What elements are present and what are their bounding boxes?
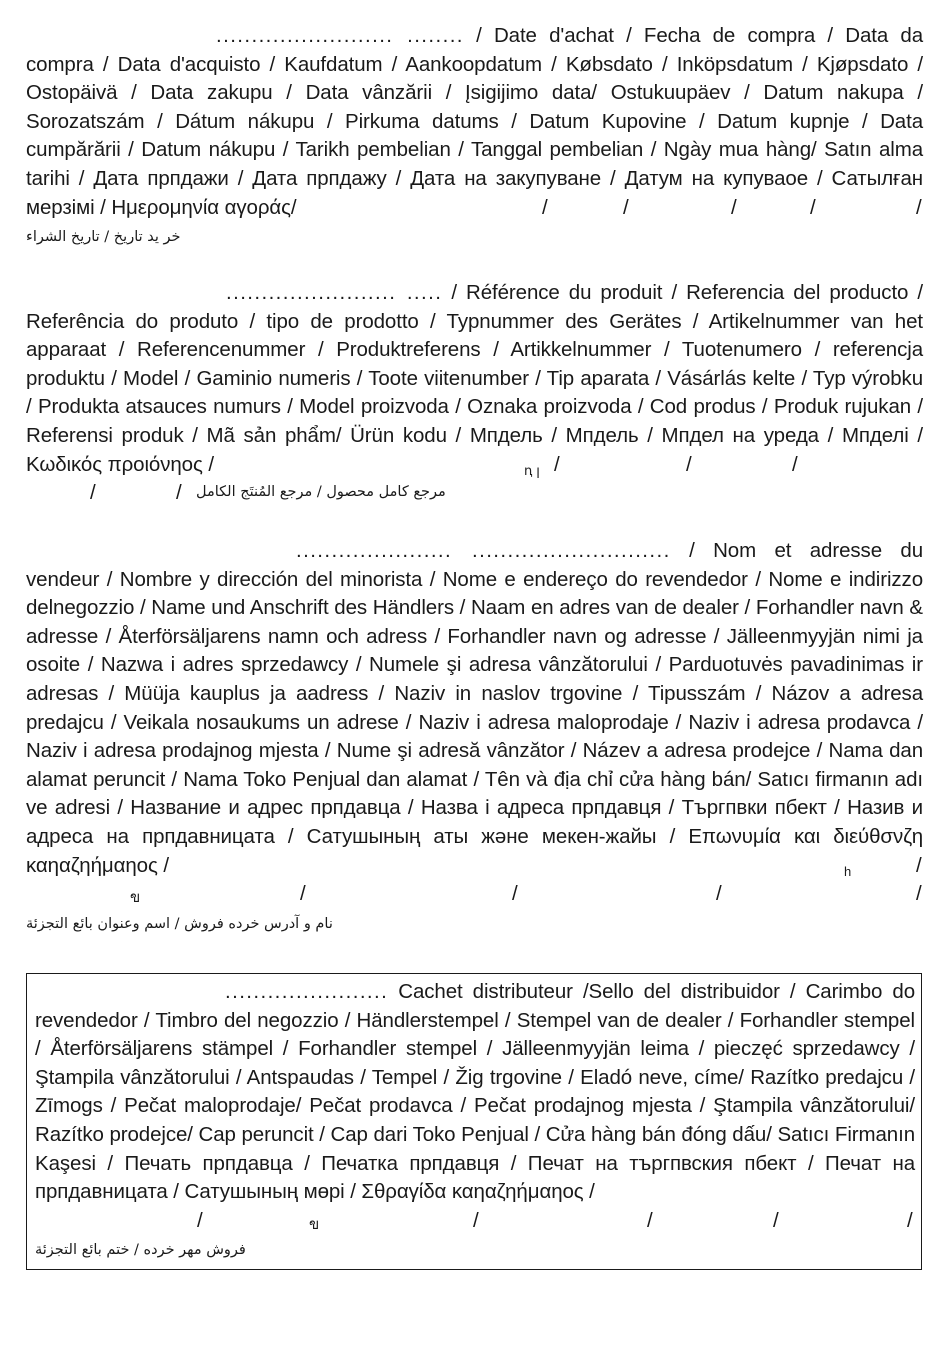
retailer-glyph-h: h bbox=[844, 863, 852, 879]
slash: / bbox=[197, 1208, 203, 1232]
product-reference-label bbox=[26, 279, 923, 479]
slash: / bbox=[647, 1208, 653, 1232]
product-reference-glyph: ꞑ ꞁ bbox=[524, 462, 540, 478]
purchase-date-trailing-slashes bbox=[26, 194, 923, 223]
slash: / bbox=[907, 1208, 913, 1232]
dealer-stamp-arabic: فروش مهر خرده / ختم بائع التجزئة bbox=[35, 1242, 246, 1259]
dealer-stamp-last-line bbox=[35, 1207, 915, 1236]
retailer-line-end bbox=[26, 852, 923, 881]
purchase-date-label bbox=[26, 22, 923, 222]
purchase-date-section bbox=[26, 22, 923, 248]
retailer-arabic: نام و آدرس خرده فروش / اسم وعنوان بائع التجزئة bbox=[26, 915, 333, 932]
slash: / bbox=[716, 882, 722, 906]
slash: / bbox=[300, 882, 306, 906]
slash: / bbox=[512, 882, 518, 906]
slash: / bbox=[90, 481, 96, 505]
product-reference-dots: ........................ ..... bbox=[226, 281, 443, 304]
purchase-date-dots: ......................... ........ bbox=[216, 24, 464, 47]
product-reference-line2 bbox=[26, 451, 923, 480]
slash: / bbox=[916, 195, 922, 219]
slash: / bbox=[473, 1208, 479, 1232]
purchase-date-arabic: خر يد تاريخ / تاريخ الشراء bbox=[26, 229, 181, 246]
retailer-label bbox=[26, 537, 923, 880]
slash: / bbox=[916, 882, 922, 906]
purchase-date-text: / Date d'achat / Fecha de compra / Data da compra / Data d'acquisto / Kaufdatum / Aankoopdatum / Købsdato / Inköpsdatum / Kjøpsdato / Ostopäivä / Data zakupu / Data vânzării / Įsigijimo data/ Ostukuupäev / Datum nakupa / Sorozatszám / Dátum nákupu / Pirkuma datums / Datum Kupovine / Datum kupnje / Data cumpărării / Datum nákupu / Tarikh pembelian / Tanggal pembelian / Ngày mua hàng/ Satın alma tarihi / Дата прпдажи / Дата прпдажу / Дата на закупуване / Датум на купуваое / Сатылған мерзімі / Ημερομηνία αγοράς/ bbox=[26, 24, 923, 219]
dealer-stamp-text: Cachet distributeur /Sello del distribuidor / Carimbo do revendedor / Timbro del negozzio / Händlerstempel / Stempel van de dealer / Forhandler stempel / Återförsäljarens stämpel / Forhandler stempel / Jälleenmyyjän leima / pieczęć sprzedawcy / Ştampila vânzătorului / Antspaudas / Tempel / Žig trgovine / Eladó neve, címe/ Razítko predajcu / Zīmogs / Pečat maloprodaje/ Pečat prodavca / Pečat prodajnog mjesta / Ştampila vânzătorului/ Razítko prodejce/ Cap peruncit / Cap dari Toko Penjual / Cửa hàng bán đóng dấu/ Satıcı Firmanın Kaşesi / Печать прпдавца / Печатка прпдавця / Печат на търгпвския пбект / Печат на прпдавницата / Сатушының мөрі / Σθραγίδα καηαζηήμαηος / bbox=[35, 980, 915, 1204]
retailer-last-line bbox=[26, 880, 923, 909]
retailer-arabic-line bbox=[26, 913, 923, 935]
product-reference-section bbox=[26, 279, 923, 508]
dealer-stamp-glyph-lao: ข bbox=[309, 1215, 320, 1233]
slash: / bbox=[916, 853, 922, 877]
dealer-stamp-box bbox=[26, 973, 922, 1270]
retailer-text: / Nom et adresse du vendeur / Nombre y dirección del minorista / Nome e endereço do revendedor / Nome e indirizzo delnegozzio / Name und Anschrift des Händlers / Naam en adres van de dealer / Forhandler navn & adresse / Återförsäljarens namn och adress / Forhandler navn og adresse / Jälleenmyyjän nimi ja osoite / Nazwa i adres sprzedawcy / Numele şi adresa vânzătorului / Parduotuvės pavadinimas ir adresas / Müüja kauplus ja aadress / Naziv in naslov trgovine / Tipusszám / Názov a adresa predajcu / Veikala nosaukums un adrese / Naziv i adresa maloprodaje / Naziv i adresa prodavca / Naziv i adresa prodajnog mjesta / Nume şi adresă vânzător / Název a adresa prodejce / Nama dan alamat peruncit / Nama Toko Penjual dan alamat / Tên và địa chỉ cửa hàng bán/ Satıcı firmanın adı ve adresi / Название и адрес прпдавца / Назва і адреса прпдавця / Търгпвки пбект / Назив и адреса на прпдавницата / Сатушының аты және мекен-жайы / Επωνυμία και διεύθσνζη καηαζηήμαηος / bbox=[26, 539, 923, 877]
retailer-section bbox=[26, 537, 923, 935]
slash: / bbox=[176, 481, 182, 505]
slash: / bbox=[623, 195, 629, 219]
slash: / bbox=[554, 452, 560, 476]
dealer-stamp-dots: ....................... bbox=[225, 980, 389, 1003]
product-reference-text: / Référence du produit / Referencia del producto / Referência do produto / tipo de prodotto / Typnummer des Gerätes / Artikelnummer van het apparaat / Referencenummer / Produktreferens / Artikkelnummer / Tuotenumero / referencja produktu / Model / Gaminio numeris / Toote viitenumber / Tip aparata / Vásárlás kelte / Typ výrobku / Produkta atsauces numurs / Model proizvoda / Oznaka proizvoda / Cod produs / Produk rujukan / Referensi produk / Mã sản phẩm/ Ürün kodu / Мпдель / Мпдель / Мпдел на уреда / Мпделі / Κωδικός προιόνηος / bbox=[26, 281, 923, 476]
retailer-glyph-lao: ข bbox=[130, 889, 141, 907]
slash: / bbox=[686, 452, 692, 476]
dealer-stamp-content bbox=[35, 978, 915, 1261]
product-reference-line3 bbox=[26, 479, 923, 508]
slash: / bbox=[731, 195, 737, 219]
product-reference-arabic: مرجع كامل محصول / مرجع المُنتَج الكامل bbox=[196, 484, 446, 501]
slash: / bbox=[792, 452, 798, 476]
dealer-stamp-label bbox=[35, 978, 915, 1207]
retailer-dots: ...................... ............................ bbox=[296, 539, 671, 562]
slash: / bbox=[542, 195, 548, 219]
purchase-date-arabic-line bbox=[26, 226, 923, 248]
slash: / bbox=[810, 195, 816, 219]
slash: / bbox=[773, 1208, 779, 1232]
dealer-stamp-arabic-line bbox=[35, 1239, 915, 1261]
